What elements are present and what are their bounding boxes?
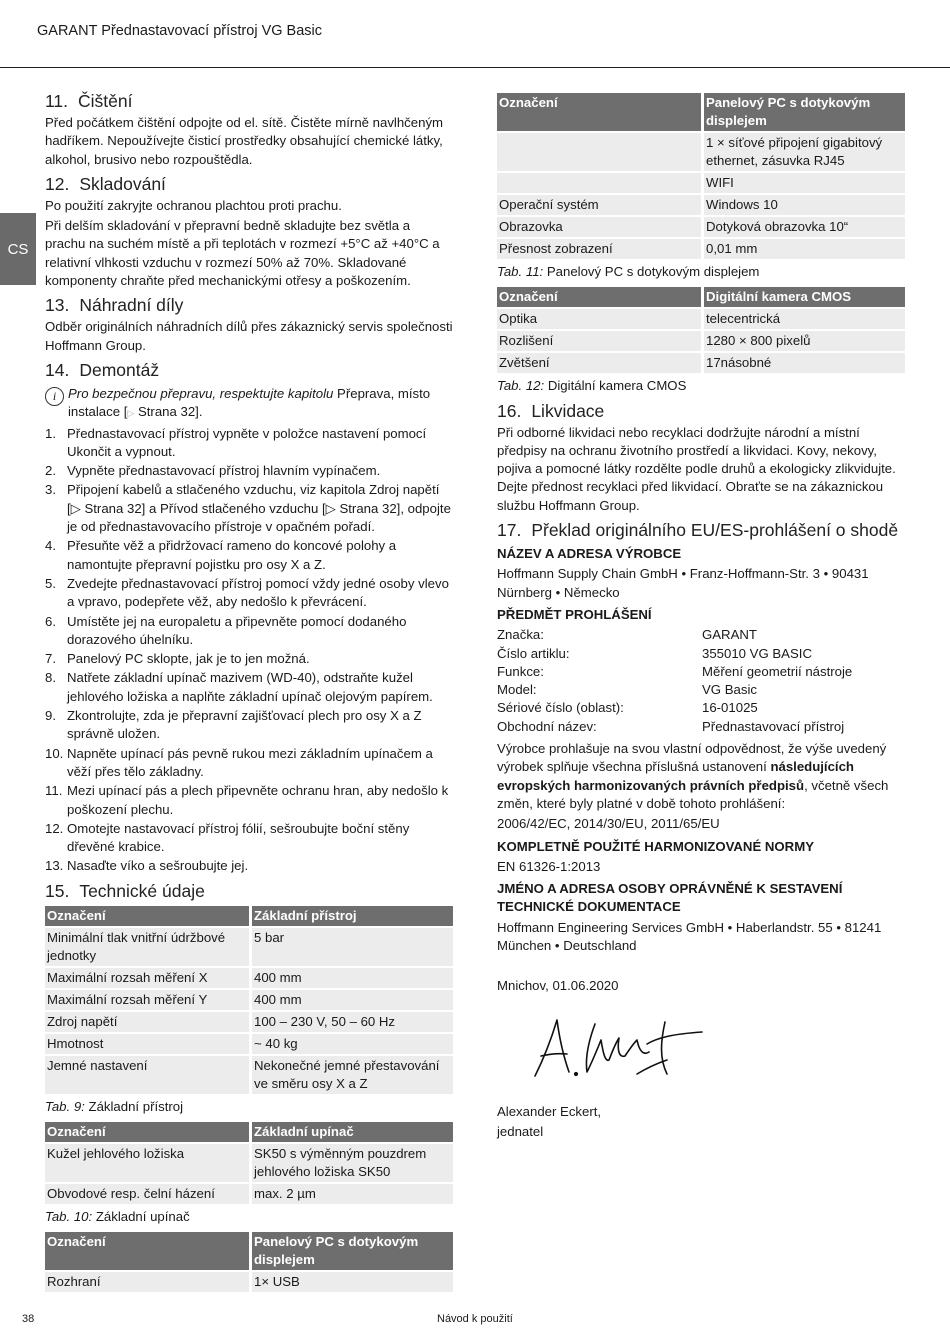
table-row (45, 1012, 453, 1032)
table-cell: 400 mm (252, 968, 453, 988)
table-row (497, 133, 905, 171)
table-cell: 400 mm (252, 990, 453, 1010)
table-cell: Zvětšení (497, 353, 704, 373)
declaration-fields (497, 626, 905, 736)
table-cell: Kužel jehlového ložiska (45, 1144, 252, 1182)
field-row: Model: VG Basic (497, 682, 757, 698)
subheading-norms: KOMPLETNĚ POUŽITÉ HARMONIZOVANÉ NORMY (497, 838, 814, 854)
paragraph: Odběr originálních náhradních dílů přes zákaznický servis společnosti Hoffmann Group. (45, 319, 453, 353)
document-title: GARANT Přednastavovací přístroj VG Basic (37, 23, 323, 39)
table-row (497, 217, 905, 237)
place-date: Mnichov, 01.06.2020 (497, 978, 619, 994)
table-cell: Maximální rozsah měření Y (45, 990, 252, 1010)
table-caption: Tab. 12: Digitální kamera CMOS (497, 378, 687, 394)
table-cell: max. 2 µm (252, 1184, 453, 1204)
signer-role: jednatel (497, 1124, 544, 1140)
disassembly-steps (45, 425, 453, 876)
table-cell: Obrazovka (497, 217, 704, 237)
table-header-row (497, 287, 905, 307)
list-item: 10. Napněte upínací pás pevně rukou mezi základním upínačem a věží přes tělo základny. (45, 745, 433, 779)
language-tab: CS (0, 213, 36, 285)
table-camera (497, 285, 905, 375)
column-header: Označení (45, 906, 252, 926)
table-row (45, 1034, 453, 1054)
table-row (45, 1056, 453, 1094)
table-cell: Rozlišení (497, 331, 704, 351)
section-heading: 15. Technické údaje (45, 880, 205, 901)
authorized-person-address: Hoffmann Engineering Services GmbH • Haberlandstr. 55 • 81241 München • Deutschland (497, 919, 882, 954)
section-heading: 13. Náhradní díly (45, 295, 184, 316)
table-cell: 0,01 mm (704, 239, 905, 259)
column-header: Panelový PC s dotykovým displejem (252, 1232, 453, 1270)
reference-arrow-icon: ▷ (127, 408, 135, 419)
list-item: 12. Omotejte nastavovací přístroj fólií, sešroubujte boční stěny dřevěné krabice. (45, 820, 410, 855)
table-row (497, 353, 905, 373)
table-cell: 100 – 230 V, 50 – 60 Hz (252, 1012, 453, 1032)
table-row (45, 928, 453, 966)
table-cell: Hmotnost (45, 1034, 252, 1054)
table-cell: Windows 10 (704, 195, 905, 215)
table-cell: Nekonečné jemné přestavování ve směru osy X a Z (252, 1056, 453, 1094)
table-cell: ~ 40 kg (252, 1034, 453, 1054)
table-row (45, 1272, 453, 1292)
declaration-text: Výrobce prohlašuje na svou vlastní odpovědnost, že výše uvedený výrobek splňuje všechna příslušná ustanovení následujících evropských harmonizovaných právních předpisů, včetně všech změn, které byly platné v době tohoto prohlášení: (497, 741, 889, 811)
list-item: 7. Panelový PC sklopte, jak je to jen možná. (45, 651, 310, 667)
table-cell: Dotyková obrazovka 10“ (704, 217, 905, 237)
table-header-row (45, 1122, 453, 1142)
table-header-row (45, 1232, 453, 1270)
field-row: Obchodní název: Přednastavovací přístroj (497, 718, 845, 734)
table-cell: telecentrická (704, 309, 905, 329)
section-heading: 16. Likvidace (497, 400, 605, 421)
table-cell: 5 bar (252, 928, 453, 966)
paragraph: Při odborné likvidaci nebo recyklaci dodržujte národní a místní předpisy na ochranu životního prostředí a likvidaci. Kovy, nekovy, pojiva a pomocné látky rozdělte podle druhů a ekologicky zlikvidujte. Dejte přednost recyklaci před likvidací. Obraťte se na zákaznickou službu Hoffmann Group. (497, 424, 896, 513)
table-cell: Jemné nastavení (45, 1056, 252, 1094)
subheading-manufacturer: NÁZEV A ADRESA VÝROBCE (497, 546, 682, 562)
page-reference-link[interactable]: Strana 32]. (134, 404, 203, 420)
right-column (497, 89, 905, 1144)
column-header: Označení (45, 1122, 252, 1142)
table-row (497, 239, 905, 259)
column-header: Základní upínač (252, 1122, 453, 1142)
table-cell (497, 133, 704, 171)
table-header-row (45, 906, 453, 926)
table-caption: Tab. 9: Základní přístroj (45, 1098, 184, 1114)
left-column (45, 86, 453, 1296)
subheading-subject: PŘEDMĚT PROHLÁŠENÍ (497, 606, 652, 622)
field-row: Funkce: Měření geometrií nástroje (497, 663, 853, 679)
table-row (497, 331, 905, 351)
table-header-row (497, 93, 905, 131)
table-base-device (45, 904, 453, 1096)
list-item: 2. Vypněte přednastavovací přístroj hlavním vypínačem. (45, 463, 381, 479)
table-caption: Tab. 10: Základní upínač (45, 1208, 190, 1224)
table-cell: 1 × síťové připojení gigabitový ethernet, zásuvka RJ45 (704, 133, 905, 171)
table-cell: Minimální tlak vnitřní údržbové jednotky (45, 928, 252, 966)
table-cell: 1× USB (252, 1272, 453, 1292)
list-item: 13. Nasaďte víko a sešroubujte jej. (45, 858, 249, 874)
table-row (45, 968, 453, 988)
column-header: Označení (497, 93, 704, 131)
table-cell: 17násobné (704, 353, 905, 373)
page-number: 38 (22, 1313, 35, 1325)
paragraph: Před počátkem čištění odpojte od el. sítě. Čistěte mírně navlhčeným hadříkem. Nepoužívejte čisticí prostředky obsahující chemické látky, alkohol, brusivo nebo rozpouštědla. (45, 115, 444, 167)
table-cell: Maximální rozsah měření X (45, 968, 252, 988)
info-note: i Pro bezpečnou přepravu, respektujte kapitolu Přeprava, místo instalace [▷ Strana 32]. (45, 385, 453, 423)
page-header (0, 0, 950, 68)
table-base-holder (45, 1120, 453, 1206)
list-item: 3. Připojení kabelů a stlačeného vzduchu, viz kapitola Zdroj napětí [▷ Strana 32] a Přívod stlačeného vzduchu [▷ Strana 32], odpojte je od přednastavovacího přístroje v opačném pořadí. (45, 482, 451, 535)
table-cell: Přesnost zobrazení (497, 239, 704, 259)
table-row (45, 1144, 453, 1182)
footer-doc-title: Návod k použití (437, 1313, 513, 1325)
table-caption: Tab. 11: Panelový PC s dotykovým displejem (497, 264, 760, 279)
table-cell: SK50 s výměnným pouzdrem jehlového ložiska SK50 (252, 1144, 453, 1182)
section-heading: 14. Demontáž (45, 359, 160, 380)
signature-image (497, 1010, 707, 1090)
table-row (45, 990, 453, 1010)
column-header: Digitální kamera CMOS (704, 287, 905, 307)
list-item: 11. Mezi upínací pás a plech připevněte ochranu hran, aby nedošlo k poškození plechu. (45, 783, 449, 817)
table-cell: WIFI (704, 173, 905, 193)
table-panel-pc-cont (497, 91, 905, 261)
table-row (497, 173, 905, 193)
table-cell (497, 173, 704, 193)
directives: 2006/42/EC, 2014/30/EU, 2011/65/EU (497, 816, 720, 832)
norms: EN 61326-1:2013 (497, 858, 601, 874)
table-cell: Rozhraní (45, 1272, 252, 1292)
paragraph: Při delším skladování v přepravní bedně skladujte bez světla a prachu na suchém místě a při teplotách v rozmezí +5°C až +40°C a relativní vlhkosti vzduchu v rozmezí 50% až 70%. Skladované komponenty chraňte před mechanickými otřesy a poškozením. (45, 218, 440, 289)
table-cell: 1280 × 800 pixelů (704, 331, 905, 351)
column-header: Panelový PC s dotykovým displejem (704, 93, 905, 131)
table-row (497, 309, 905, 329)
section-heading: 11. Čištění (45, 91, 133, 111)
list-item: 5. Zvedejte přednastavovací přístroj pomocí vždy jedné osoby vlevo a vpravo, podepřete věž, aby nedošlo k převrácení. (45, 575, 449, 610)
table-cell: Operační systém (497, 195, 704, 215)
list-item: 8. Natřete základní upínač mazivem (WD-40), odstraňte kužel jehlového ložiska a naplňte základní upínač olejovým papírem. (45, 670, 433, 704)
paragraph: Po použití zakryjte ochranou plachtou proti prachu. (45, 197, 342, 213)
subheading-authorized-person: JMÉNO A ADRESA OSOBY OPRÁVNĚNÉ K SESTAVENÍ TECHNICKÉ DOKUMENTACE (497, 881, 843, 915)
field-row: Sériové číslo (oblast): 16-01025 (497, 700, 758, 716)
section-heading: 17. Překlad originálního EU/ES-prohlášení o shodě (497, 520, 899, 541)
table-cell: Zdroj napětí (45, 1012, 252, 1032)
table-row (45, 1184, 453, 1204)
table-row (497, 195, 905, 215)
table-cell: Obvodové resp. čelní házení (45, 1184, 252, 1204)
list-item: 9. Zkontrolujte, zda je přepravní zajišťovací plech pro osy X a Z správně uložen. (45, 708, 422, 742)
section-heading: 12. Skladování (45, 173, 166, 194)
info-icon: i (45, 387, 64, 406)
column-header: Označení (497, 287, 704, 307)
signer-name: Alexander Eckert, (497, 1103, 602, 1119)
table-cell: Optika (497, 309, 704, 329)
field-row: Značka: GARANT (497, 627, 757, 643)
field-row: Číslo artiklu: 355010 VG BASIC (497, 645, 812, 661)
list-item: 1. Přednastavovací přístroj vypněte v položce nastavení pomocí Ukončit a vypnout. (45, 425, 427, 459)
column-header: Označení (45, 1232, 252, 1270)
column-header: Základní přístroj (252, 906, 453, 926)
manufacturer-address: Hoffmann Supply Chain GmbH • Franz-Hoffmann-Str. 3 • 90431 Nürnberg • Německo (497, 566, 869, 600)
list-item: 6. Umístěte jej na europaletu a připevněte pomocí dodaného dorazového úhelníku. (45, 613, 407, 647)
list-item: 4. Přesuňte věž a přidržovací rameno do koncové polohy a namontujte přepravní pojistku pro osy X a Z. (45, 538, 397, 572)
table-panel-pc (45, 1230, 453, 1294)
